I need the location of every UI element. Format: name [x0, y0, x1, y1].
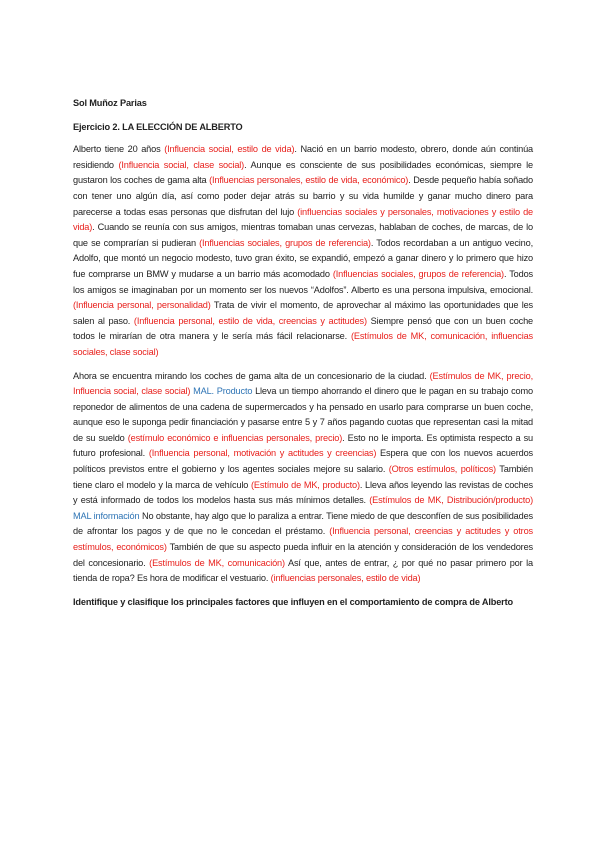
- text-run: . Cuando se reunía con sus amigos, mientras tomaban unas cervezas, hablaban de coches, de marcas, de lo que se comprarían si pudieran: [73, 222, 533, 248]
- exercise-title: Ejercicio 2. LA ELECCIÓN DE ALBERTO: [73, 121, 243, 132]
- factor-annotation: (Influencias sociales, grupos de referencia): [332, 268, 504, 279]
- factor-annotation: (Otros estímulos, políticos): [388, 464, 496, 475]
- factor-annotation: (Influencia social, clase social): [118, 159, 245, 170]
- text-run: Espera que con los nuevos acuerdos políticos previstos entre el gobierno y los agentes sociales mejore su salario.: [73, 448, 533, 475]
- document-body: [73, 96, 533, 610]
- paragraph-1: [73, 142, 533, 360]
- text-run: . Todos recordaban a un antiguo vecino, Adolfo, que montó un negocio modesto, tuvo gran éxito, se expandió, empezó a ganar dinero y lo primero que hizo fue comprarse un BMW y mudarse a un barrio más acomodado: [73, 237, 533, 279]
- factor-annotation: (Influencia social, estilo de vida): [164, 144, 295, 155]
- factor-annotation: (Estímulo de MK, producto): [251, 479, 360, 490]
- factor-annotation: (influencias personales, estilo de vida): [270, 573, 421, 584]
- text-run: . Nació en un barrio modesto, obrero, donde aún continúa residiendo: [73, 144, 533, 170]
- text-run: Así que, antes de entrar, ¿ por qué no pasar primero por la tienda de ropa? Es hora de modificar el vestuario.: [73, 557, 533, 584]
- text-run: . Aunque es consciente de sus posibilidades económicas, siempre le gustaron los coches de gama alta: [73, 159, 534, 186]
- question-prompt: Identifique y clasifique los principales factores que influyen en el comportamiento de compra de Alberto: [73, 596, 513, 607]
- factor-annotation: (Estímulos de MK, Distribución/producto): [369, 495, 533, 506]
- factor-annotation: (Estímulos de MK, comunicación, influencias sociales, clase social): [73, 331, 533, 357]
- text-run: También tiene claro el modelo y la marca de vehículo: [73, 464, 533, 490]
- factor-annotation: (influencias sociales y personales, motivaciones y estilo de vida): [73, 206, 533, 233]
- factor-annotation: (Estímulos de MK, precio, Influencia social, clase social): [73, 370, 533, 397]
- text-run: . Todos los amigos se imaginaban por un momento ser los nuevos “Adolfos”. Alberto es una persona impulsiva, emocional.: [73, 268, 533, 295]
- text-run: Alberto tiene 20 años: [73, 144, 165, 155]
- text-run: . Esto no le importa. Es optimista respecto a su futuro profesional.: [73, 432, 533, 459]
- text-run: . Lleva años leyendo las revistas de coches y está informado de todos los modelos hasta sus más mínimos detalles.: [73, 479, 533, 506]
- factor-annotation: (Influencia personal, motivación y actitudes y creencias): [148, 448, 377, 459]
- factor-annotation: (Influencias personales, estilo de vida, económico): [209, 175, 409, 186]
- text-run: Lleva un tiempo ahorrando el dinero que le pagan en su trabajo como reponedor de alimentos de una cadena de supermercados y ha pensado en usarlo para comprarse un buen coche, aunque eso le suponga pedir financiación y pasarse entre 5 y 7 años pagando cuotas que representan casi la mitad de su sueldo: [73, 386, 533, 443]
- text-run: No obstante, hay algo que lo paraliza a entrar. Tiene miedo de que desconfíen de sus posibilidades de afrontar los pagos y de que no le concedan el préstamo.: [73, 510, 533, 537]
- paragraph-2: [73, 369, 533, 587]
- factor-annotation: (Influencias sociales, grupos de referencia): [199, 237, 371, 248]
- factor-annotation: (Influencia personal, personalidad): [73, 300, 211, 311]
- factor-annotation: (Influencia personal, estilo de vida, creencias y actitudes): [133, 315, 367, 326]
- text-run: Ahora se encuentra mirando los coches de gama alta de un concesionario de la ciudad.: [73, 370, 430, 381]
- text-run: Trata de vivir el momento, de aprovechar al máximo las oportunidades que les salen al paso.: [73, 300, 534, 326]
- text-run: Siempre pensó que con un buen coche todos le mirarían de otra manera y le sería más fácil relacionarse.: [73, 315, 534, 342]
- factor-annotation: (Estímulos de MK, comunicación): [149, 557, 285, 568]
- factor-annotation: (Influencia personal, creencias y actitudes y otros estímulos, económicos): [73, 526, 533, 553]
- teacher-note: MAL información: [73, 510, 140, 521]
- teacher-note: MAL. Producto: [190, 386, 253, 397]
- factor-annotation: (estímulo económico e influencias personales, precio): [127, 432, 343, 443]
- text-run: . Desde pequeño había soñado con tener uno algún día, así como poder dejar atrás su barrio y su vida humilde y ganar mucho dinero para parecerse a todas esas personas que disfrutan del lujo: [73, 175, 533, 217]
- author-name: Sol Muñoz Parias: [73, 98, 147, 108]
- text-run: También de que su aspecto pueda influir en la atención y consideración de los vendedores del concesionario.: [73, 542, 533, 568]
